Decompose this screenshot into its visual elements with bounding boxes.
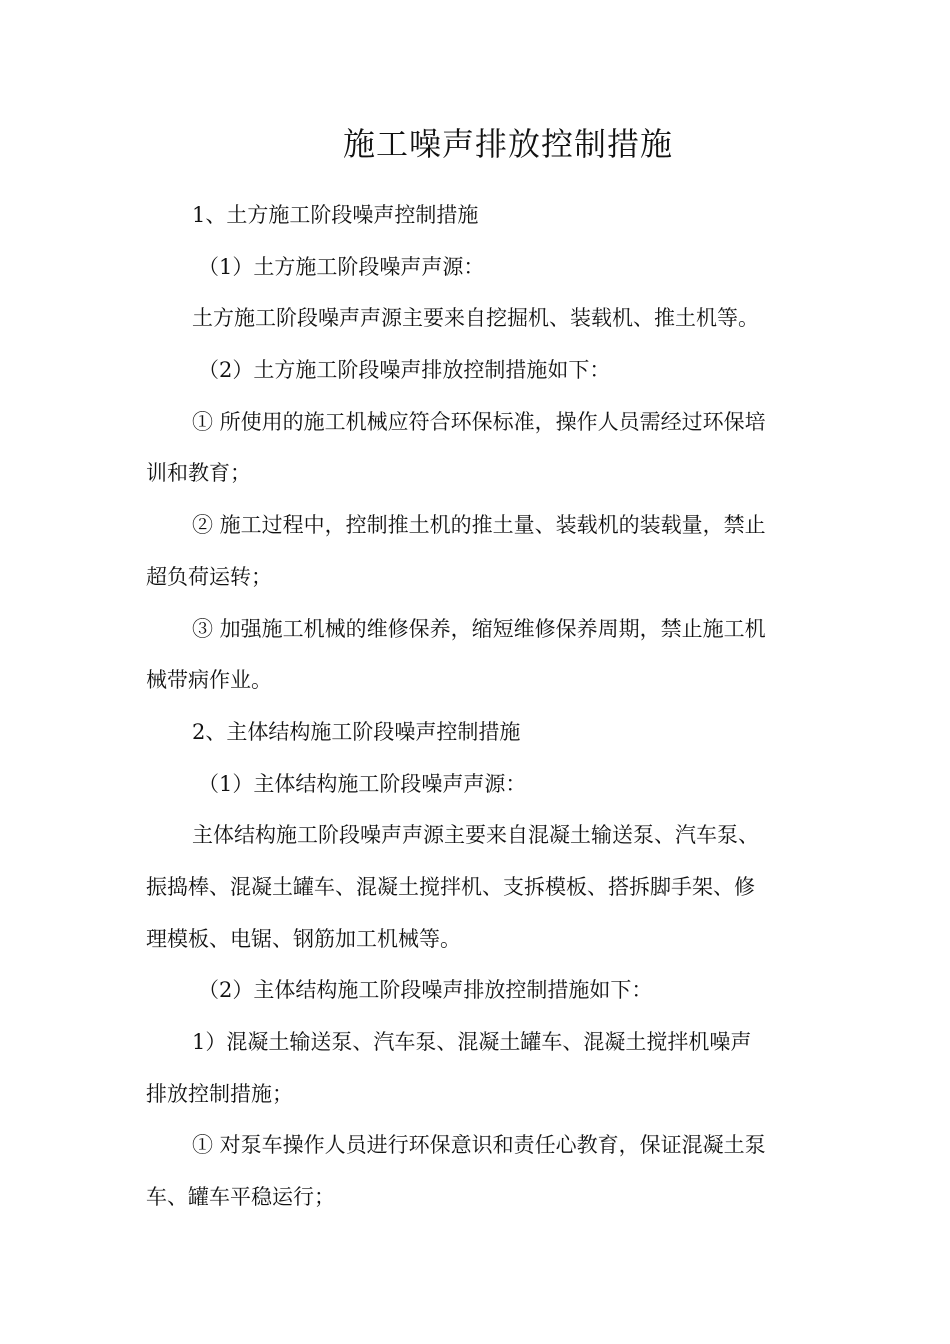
document-body: [146, 190, 806, 1224]
subsection-heading: （2）土方施工阶段噪声排放控制措施如下：: [198, 358, 611, 383]
paragraph-line: 排放控制措施；: [146, 1081, 293, 1106]
subsection-heading: （1）主体结构施工阶段噪声声源：: [198, 771, 527, 796]
paragraph-line: 振捣棒、混凝土罐车、混凝土搅拌机、支拆模板、搭拆脚手架、修: [146, 874, 755, 899]
paragraph-line: 车、罐车平稳运行；: [146, 1185, 335, 1210]
paragraph-line: ① 所使用的施工机械应符合环保标准，操作人员需经过环保培: [192, 409, 766, 434]
subsection-heading: （2）主体结构施工阶段噪声排放控制措施如下：: [198, 978, 653, 1003]
paragraph-line: 土方施工阶段噪声声源主要来自挖掘机、装载机、推土机等。: [192, 306, 759, 331]
paragraph-line: 超负荷运转；: [146, 564, 272, 589]
paragraph-line: ① 对泵车操作人员进行环保意识和责任心教育，保证混凝土泵: [192, 1133, 766, 1158]
paragraph-line: ③ 加强施工机械的维修保养，缩短维修保养周期，禁止施工机: [192, 616, 766, 641]
paragraph-line: 械带病作业。: [146, 668, 272, 693]
paragraph-line: 1）混凝土输送泵、汽车泵、混凝土罐车、混凝土搅拌机噪声: [192, 1030, 752, 1054]
section-heading: 2、主体结构施工阶段噪声控制措施: [192, 719, 521, 744]
section-heading: 1、土方施工阶段噪声控制措施: [192, 203, 479, 227]
document-title: 施工噪声排放控制措施: [342, 125, 673, 163]
paragraph-line: 理模板、电锯、钢筋加工机械等。: [146, 926, 461, 951]
subsection-heading: （1）土方施工阶段噪声声源：: [198, 254, 485, 279]
paragraph-line: ② 施工过程中，控制推土机的推土量、装载机的装载量，禁止: [192, 513, 766, 538]
paragraph-line: 训和教育；: [146, 461, 251, 486]
paragraph-line: 主体结构施工阶段噪声声源主要来自混凝土输送泵、汽车泵、: [192, 823, 759, 848]
